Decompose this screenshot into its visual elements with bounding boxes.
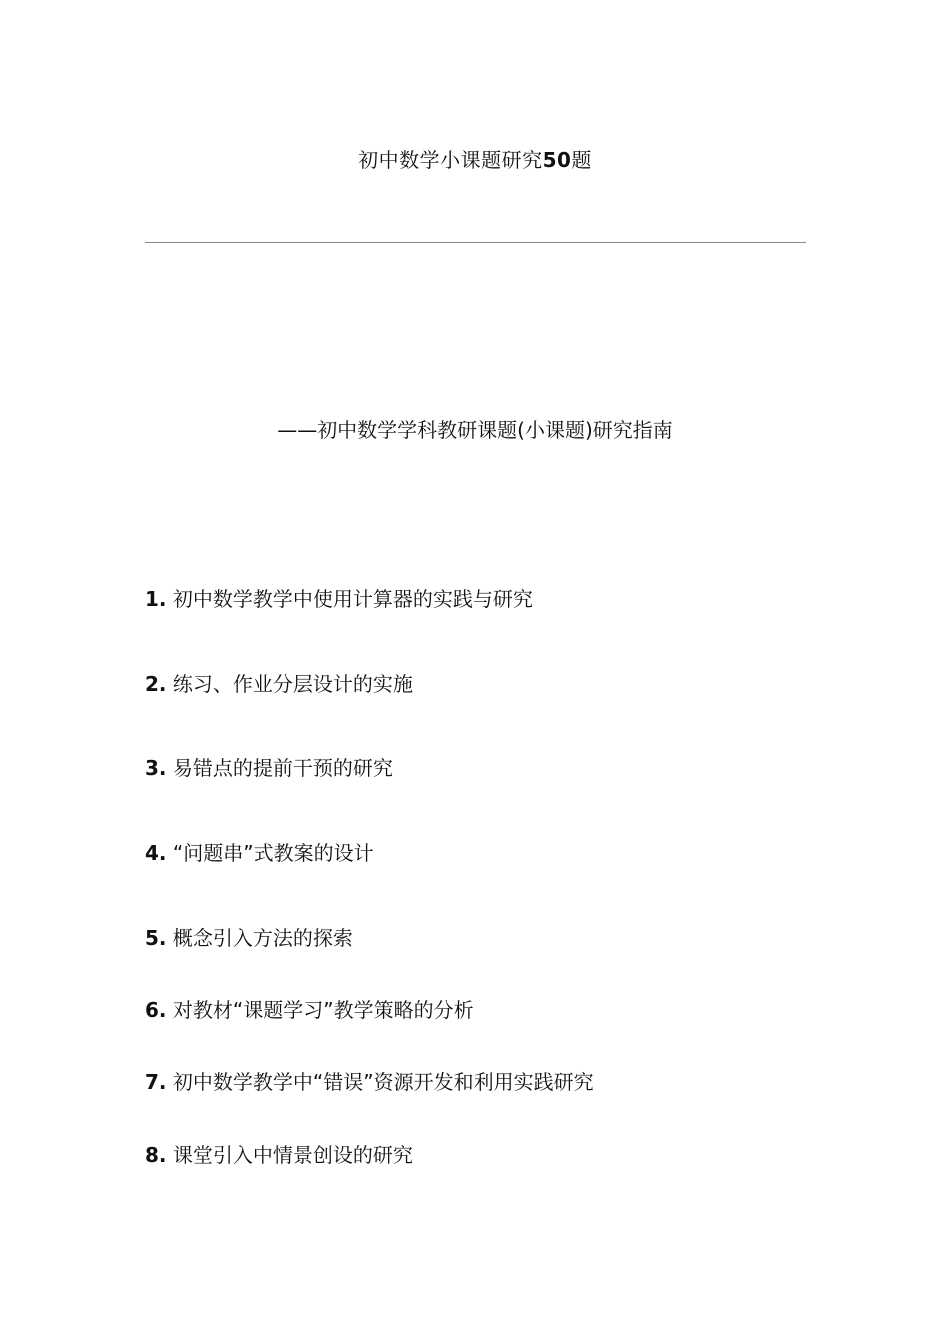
topic-text: 对教材“课题学习”教学策略的分析: [172, 998, 474, 1022]
topic-item-2: [145, 670, 413, 698]
topic-item-1: [145, 585, 533, 613]
topic-number: 8.: [145, 1143, 167, 1167]
topic-text: 初中数学教学中使用计算器的实践与研究: [172, 587, 533, 611]
topic-item-5: [145, 924, 353, 952]
topic-text: 初中数学教学中“错误”资源开发和利用实践研究: [172, 1070, 594, 1094]
topic-number: 7.: [145, 1070, 167, 1094]
topic-number: 5.: [145, 926, 167, 950]
topic-text: 概念引入方法的探索: [172, 926, 353, 950]
document-subtitle: ——初中数学学科教研课题(小课题)研究指南: [277, 418, 673, 442]
topic-item-8: [145, 1141, 413, 1169]
topic-item-3: [145, 754, 393, 782]
topic-number: 1.: [145, 587, 167, 611]
topic-number: 6.: [145, 998, 167, 1022]
topic-text: 易错点的提前干预的研究: [172, 756, 393, 780]
topic-item-7: [145, 1068, 594, 1096]
document-title: [0, 146, 950, 174]
topic-text: “问题串”式教案的设计: [172, 841, 374, 865]
document-title-text: 初中数学小课题研究: [358, 148, 543, 172]
topic-text: 课堂引入中情景创设的研究: [172, 1143, 413, 1167]
topic-number: 4.: [145, 841, 167, 865]
title-divider: [145, 242, 806, 243]
document-title-suffix: 题: [571, 148, 592, 172]
topic-item-4: [145, 839, 374, 867]
topic-number: 3.: [145, 756, 167, 780]
topic-number: 2.: [145, 672, 167, 696]
document-title-number: 50: [542, 148, 572, 172]
topic-item-6: [145, 996, 474, 1024]
topic-text: 练习、作业分层设计的实施: [172, 672, 413, 696]
